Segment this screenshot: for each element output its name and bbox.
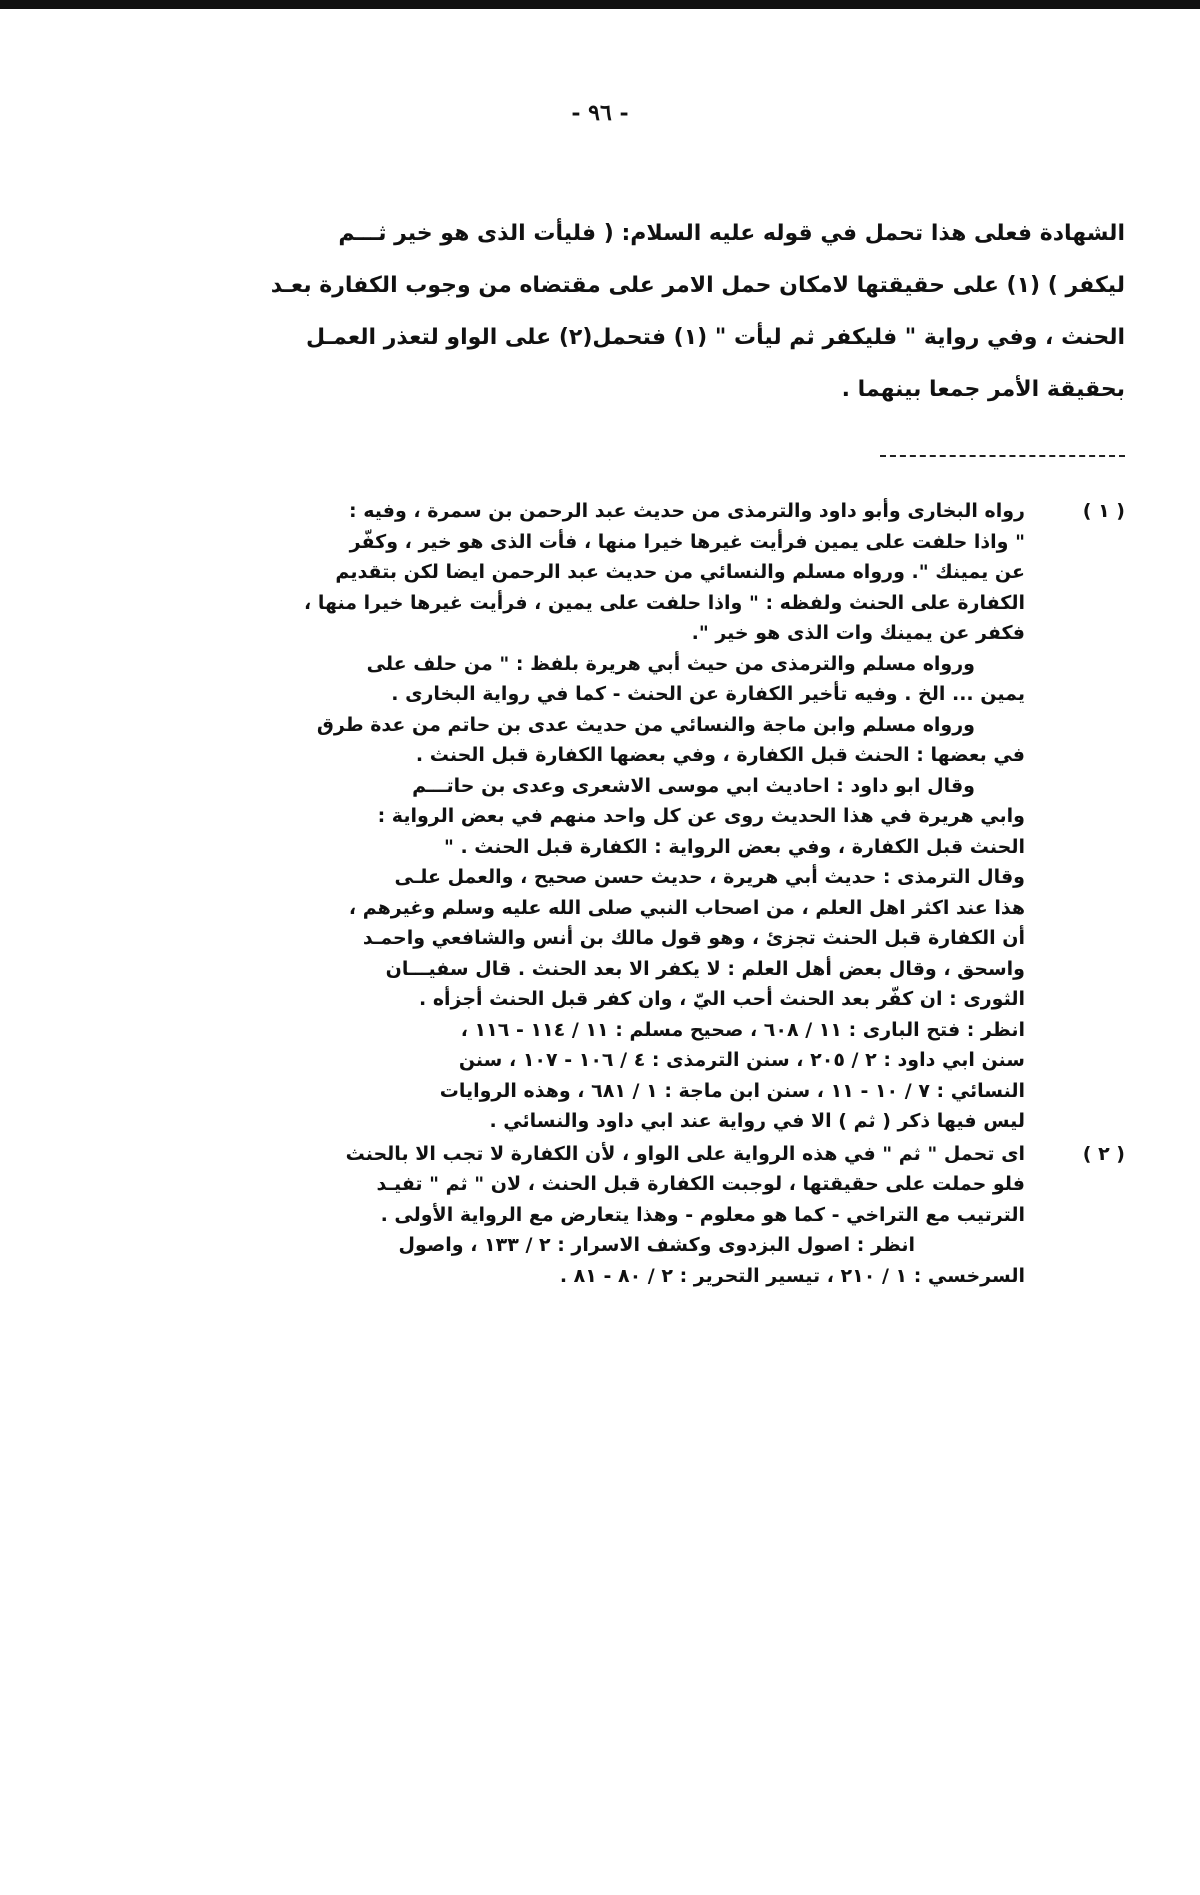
main-text <box>180 208 1125 416</box>
footnote-separator <box>880 455 1125 457</box>
body-line: ليكفر ) (١) على حقيقتها لامكان حمل الامر على مقتضاه من وجوب الكفارة بعـد <box>270 273 1125 298</box>
footnote-line: " واذا حلفت على يمين فرأيت غيرها خيرا منها ، فأت الذى هو خير ، وكفّر <box>349 530 1025 553</box>
footnote-line: الترتيب مع التراخي - كما هو معلوم - وهذا يتعارض مع الرواية الأولى . <box>380 1203 1025 1226</box>
footnote-line: رواه البخارى وأبو داود والترمذى من حديث عبد الرحمن بن سمرة ، وفيه : <box>349 500 1025 522</box>
footnote-line: يمين ... الخ . وفيه تأخير الكفارة عن الحنث - كما في رواية البخارى . <box>391 683 1025 705</box>
footnote-2 <box>150 1139 1125 1292</box>
body-line: الشهادة فعلى هذا تحمل في قوله عليه السلام: ( فليأت الذى هو خير ثـــم <box>338 221 1125 246</box>
footnote-line: الكفارة على الحنث ولفظه : " واذا حلفت على يمين ، فرأيت غيرها خيرا منها ، <box>304 591 1025 614</box>
footnote-line: ورواه مسلم والترمذى من حيث أبي هريرة بلفظ : " من حلف على <box>366 652 975 675</box>
footnotes <box>150 496 1125 1291</box>
footnote-line: عن يمينك ". ورواه مسلم والنسائي من حديث عبد الرحمن ايضا لكن بتقديم <box>335 561 1025 583</box>
body-line: بحقيقة الأمر جمعا بينهما . <box>841 377 1125 402</box>
footnote-line: هذا عند اكثر اهل العلم ، من اصحاب النبي صلى الله عليه وسلم وغيرهم ، <box>348 896 1025 919</box>
footnote-line: وابي هريرة في هذا الحديث روى عن كل واحد منهم في بعض الرواية : <box>377 805 1025 827</box>
footnote-1 <box>150 496 1125 1137</box>
footnote-marker: ( ٢ ) <box>1082 1142 1125 1165</box>
footnote-line: انظر : اصول البزدوى وكشف الاسرار : ٢ / ١٣٣ ، واصول <box>398 1234 915 1256</box>
footnote-line: أن الكفارة قبل الحنث تجزئ ، وهو قول مالك بن أنس والشافعي واحمـد <box>362 927 1025 949</box>
footnote-line: فكفر عن يمينك وات الذى هو خير ". <box>691 622 1025 644</box>
footnote-line: واسحق ، وقال بعض أهل العلم : لا يكفر الا بعد الحنث . قال سفيـــان <box>385 957 1025 980</box>
footnote-marker: ( ١ ) <box>1082 500 1125 522</box>
footnote-line: وقال ابو داود : احاديث ابي موسى الاشعرى وعدى بن حاتـــم <box>412 774 975 797</box>
body-line: الحنث ، وفي رواية " فليكفر ثم ليأت " (١) فتحمل(٢) على الواو لتعذر العمـل <box>305 325 1125 350</box>
footnote-line: السرخسي : ١ / ٢١٠ ، تيسير التحرير : ٢ / ٨٠ - ٨١ . <box>559 1264 1025 1287</box>
footnote-line: ورواه مسلم وابن ماجة والنسائي من حديث عدى بن حاتم من عدة طرق <box>316 713 975 736</box>
footnote-line: النسائي : ٧ / ١٠ - ١١ ، سنن ابن ماجة : ١ / ٦٨١ ، وهذه الروايات <box>439 1079 1025 1102</box>
footnote-line: سنن ابي داود : ٢ / ٢٠٥ ، سنن الترمذى : ٤ / ١٠٦ - ١٠٧ ، سنن <box>458 1049 1025 1071</box>
top-border <box>0 0 1200 9</box>
footnote-line: انظر : فتح البارى : ١١ / ٦٠٨ ، صحيح مسلم : ١١ / ١١٤ - ١١٦ ، <box>460 1018 1025 1041</box>
footnote-line: وقال الترمذى : حديث أبي هريرة ، حديث حسن صحيح ، والعمل علـى <box>394 866 1025 888</box>
footnote-line: الحنث قبل الكفارة ، وفي بعض الرواية : الكفارة قبل الحنث . " <box>443 835 1025 858</box>
page-number: - ٩٦ - <box>571 100 629 126</box>
footnote-line: اى تحمل " ثم " في هذه الرواية على الواو ، لأن الكفارة لا تجب الا بالحنث <box>345 1142 1025 1165</box>
footnote-line: في بعضها : الحنث قبل الكفارة ، وفي بعضها الكفارة قبل الحنث . <box>415 744 1025 766</box>
footnote-line: الثورى : ان كفّر بعد الحنث أحب اليّ ، وان كفر قبل الحنث أجزأه . <box>418 988 1025 1010</box>
footnote-line: ليس فيها ذكر ( ثم ) الا في رواية عند ابي داود والنسائي . <box>489 1110 1025 1132</box>
footnote-line: فلو حملت على حقيقتها ، لوجبت الكفارة قبل الحنث ، لان " ثم " تفيـد <box>376 1173 1025 1195</box>
